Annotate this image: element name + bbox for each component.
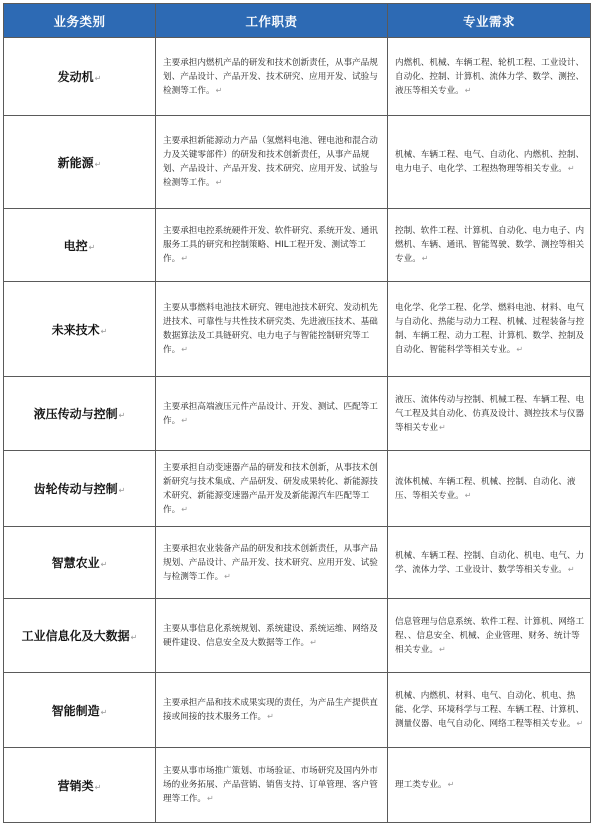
category-cell <box>4 599 156 673</box>
major-text: 流体机械、车辆工程、机械、控制、自动化、液压、等相关专业。 <box>395 476 576 501</box>
major-text: 控制、软件工程、计算机、自动化、电力电子、内燃机、车辆、通讯、智能驾驶、数学、测控等相关专业。 <box>395 226 585 264</box>
category-label: 齿轮传动与控制 <box>33 482 118 496</box>
duty-cell <box>156 282 388 377</box>
category-cell <box>4 527 156 599</box>
category-label: 智能制造 <box>51 703 100 718</box>
duty-text: 主要承担自动变速器产品的研发和技术创新，从事技术创新研究与技术集成、产品研发、研发成果转化、新能源技术研究、新能源变速器产品开发及新能源汽车匹配等工作。 <box>163 462 378 515</box>
table-row <box>4 673 591 748</box>
major-cell <box>388 209 591 282</box>
duty-text: 主要从事市场推广策划、市场验证、市场研究及国内外市场的业务拓展、产品营销、销售支持、订单管理、客户管理等工作。 <box>163 766 378 804</box>
major-text: 机械、车辆工程、电气、自动化、内燃机、控制、电力电子、电化学、工程热物理等相关专业。 <box>395 150 585 174</box>
paragraph-mark: ↵ <box>421 254 429 263</box>
paragraph-mark: ↵ <box>88 242 96 252</box>
paragraph-mark: ↵ <box>464 85 472 95</box>
category-label: 智慧农业 <box>51 556 100 570</box>
duty-cell <box>156 209 388 282</box>
major-text: 机械、内燃机、材料、电气、自动化、机电、热能、化学、环境科学与工程、车辆工程、计算机、测量仪器、电气自动化、网络工程等相关专业。 <box>395 691 585 729</box>
major-cell <box>388 527 591 599</box>
table-row <box>4 748 591 823</box>
paragraph-mark: ↵ <box>130 633 138 642</box>
major-cell <box>388 451 591 527</box>
category-label: 工业信息化及大数据 <box>21 629 130 643</box>
header-category: 业务类别 <box>4 4 156 38</box>
category-cell <box>4 673 156 748</box>
business-table <box>3 3 591 823</box>
duty-cell <box>156 377 388 451</box>
major-cell <box>388 673 591 748</box>
paragraph-mark: ↵ <box>576 719 584 728</box>
category-cell <box>4 209 156 282</box>
paragraph-mark: ↵ <box>181 504 188 514</box>
category-label: 未来技术 <box>51 322 100 337</box>
paragraph-mark: ↵ <box>181 254 188 263</box>
paragraph-mark: ↵ <box>567 164 575 173</box>
duty-cell <box>156 599 388 673</box>
table-row <box>4 527 591 599</box>
paragraph-mark: ↵ <box>118 411 126 420</box>
paragraph-mark: ↵ <box>94 782 102 792</box>
major-text: 内燃机、机械、车辆工程、轮机工程、工业设计、自动化、控制、计算机、流体力学、数学、测控、液压等相关专业。 <box>395 57 585 96</box>
duty-cell <box>156 748 388 823</box>
category-cell <box>4 748 156 823</box>
major-cell <box>388 377 591 451</box>
paragraph-mark: ↵ <box>118 486 126 495</box>
paragraph-mark: ↵ <box>181 415 188 425</box>
category-label: 液压传动与控制 <box>33 407 118 421</box>
duty-cell <box>156 673 388 748</box>
duty-text: 主要承担内燃机产品的研发和技术创新责任，从事产品规划、产品设计、产品开发、技术研究、应用开发、试验与检测等工作。 <box>163 57 378 96</box>
major-text: 机械、车辆工程、控制、自动化、机电、电气、力学、流体力学、工业设计、数学等相关专业。 <box>395 550 585 575</box>
major-text: 液压、流体传动与控制、机械工程、车辆工程、电气工程及其自动化、仿真及设计、测控技术与仪器等相关专业 <box>395 394 585 433</box>
duty-text: 主要从事燃料电池技术研究、锂电池技术研究、发动机先进技术、可靠性与共性技术研究类、先进液压技术、基础数据算法及工具链研究、电力电子与智能控制研究等工作。 <box>163 303 378 355</box>
paragraph-mark: ↵ <box>100 560 108 569</box>
table-row <box>4 209 591 282</box>
category-cell <box>4 451 156 527</box>
category-label: 新能源 <box>57 155 94 170</box>
paragraph-mark: ↵ <box>516 345 524 354</box>
duty-text: 主要承担高端液压元件产品设计、开发、测试、匹配等工作。 <box>163 401 378 426</box>
duty-text: 主要承担电控系统硬件开发、软件研究、系统开发、通讯服务工具的研究和控制策略、HIL工程开发、测试等工作。 <box>163 226 378 264</box>
duty-cell <box>156 38 388 116</box>
paragraph-mark: ↵ <box>267 712 274 721</box>
duty-cell <box>156 527 388 599</box>
table-row <box>4 282 591 377</box>
duty-text: 主要承担产品和技术成果实现的责任，为产品生产提供直接或间接的技术服务工作。 <box>163 698 378 722</box>
table-row <box>4 377 591 451</box>
category-label: 发动机 <box>57 70 94 84</box>
paragraph-mark: ↵ <box>310 637 317 647</box>
paragraph-mark: ↵ <box>181 345 188 354</box>
table-row <box>4 38 591 116</box>
duty-text: 主要从事信息化系统规划、系统建设、系统运维、网络及硬件建设、信息安全及大数据等工作。 <box>163 623 378 648</box>
paragraph-mark: ↵ <box>206 794 214 803</box>
paragraph-mark: ↵ <box>447 780 455 789</box>
major-text: 信息管理与信息系统、软件工程、计算机、网络工程、、信息安全、机械、企业管理、财务、统计等相关专业。 <box>395 616 585 655</box>
paragraph-mark: ↵ <box>438 644 446 654</box>
table-row <box>4 451 591 527</box>
duty-cell <box>156 116 388 209</box>
major-cell <box>388 38 591 116</box>
table-header-row <box>4 4 591 38</box>
major-cell <box>388 748 591 823</box>
category-cell <box>4 377 156 451</box>
paragraph-mark: ↵ <box>100 707 108 717</box>
duty-cell <box>156 451 388 527</box>
paragraph-mark: ↵ <box>100 326 108 336</box>
header-duty: 工作职责 <box>156 4 388 38</box>
major-cell <box>388 599 591 673</box>
paragraph-mark: ↵ <box>94 74 102 83</box>
category-label: 电控 <box>63 238 88 253</box>
paragraph-mark: ↵ <box>224 571 231 581</box>
paragraph-mark: ↵ <box>438 422 446 432</box>
paragraph-mark: ↵ <box>464 490 472 500</box>
page <box>0 3 594 833</box>
category-label: 营销类 <box>57 778 94 793</box>
paragraph-mark: ↵ <box>215 85 223 95</box>
paragraph-mark: ↵ <box>94 159 102 169</box>
major-text: 理工类专业。 <box>395 780 447 790</box>
header-major: 专业需求 <box>388 4 591 38</box>
category-cell <box>4 282 156 377</box>
paragraph-mark: ↵ <box>215 178 223 187</box>
duty-text: 主要承担新能源动力产品（氢燃料电池、锂电池和混合动力及关键零部件）的研发和技术创新责任，从事产品规划、产品设计、产品开发、技术研究、应用开发、试验与检测等工作。 <box>163 136 378 188</box>
major-cell <box>388 282 591 377</box>
category-cell <box>4 38 156 116</box>
table-row <box>4 116 591 209</box>
table-row <box>4 599 591 673</box>
major-text: 电化学、化学工程、化学、燃料电池、材料、电气与自动化、热能与动力工程、机械、过程装备与控制、车辆工程、动力工程、计算机、数学、控制及自动化、智能科学等相关专业。 <box>395 303 585 355</box>
paragraph-mark: ↵ <box>567 564 575 574</box>
duty-text: 主要承担农业装备产品的研发和技术创新责任，从事产品规划、产品设计、产品开发、技术研究、应用开发、试验与检测等工作。 <box>163 543 378 582</box>
category-cell <box>4 116 156 209</box>
major-cell <box>388 116 591 209</box>
